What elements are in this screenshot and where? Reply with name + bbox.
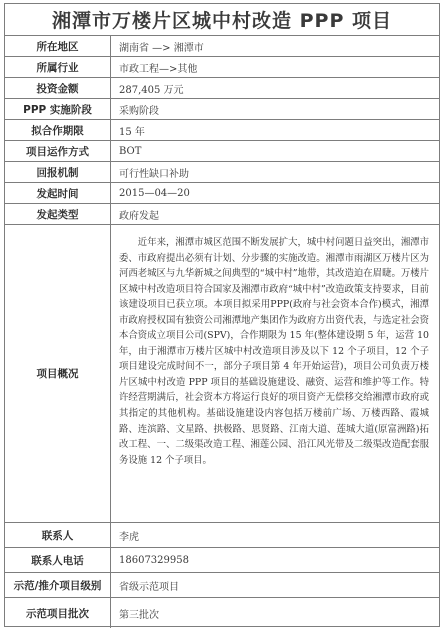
row-value: 15 年	[119, 126, 145, 138]
row-project-overview	[5, 225, 439, 523]
row-label: 所在地区	[5, 36, 111, 56]
row-value: 李虎	[119, 531, 139, 543]
row-value: 湖南省 —> 湘潭市	[119, 42, 204, 54]
row-label: 示范项目批次	[5, 598, 111, 628]
row-label: 投资金额	[5, 78, 111, 98]
row-investment	[5, 78, 439, 99]
row-label: 所属行业	[5, 57, 111, 77]
overview-text: 近年来，湘潭市城区范围不断发展扩大，城中村问题日益突出，湘潭市委、市政府提出必须有计划、分步骤的实施改造。湘潭市雨湖区万楼片区为河西老城区与九华新城之间典型的“城中村”地带，其改造迫在眉睫。万楼片区城中村改造项目符合国家及湘潭市政府“城中村”改造政策支持要求，目前该建设项目已获立项。本项目拟采用PPP(政府与社会资本合作)模式，湘潭市政府授权国有独资公司湘潭地产集团作为政府方出资代表，与选定社会资本合资成立项目公司(SPV)，合作期限为 15 年(整体建设期 5 年，运营 10 年，由于湘潭市万楼片区城中村改造项目涉及以下 12 个子项目，12 个子项目建设完成时间不一，部分子项目第 4 年开始运营)，项目公司负责万楼片区城中村改造 PPP 项目的基础设施建设、融资、运营和维护等工作。特许经营期满后，社会资本方将运行良好的项目资产无偿移交给湘潭市政府或其指定的其他机构。基础设施建设内容包括万楼前广场、万楼西路、霞城路、连滨路、文星路、拱极路、思贤路、江南大道、莲城大道(原富洲路)拓改工程、一、二级渠改造工程、湘莲公园、沿江风光带及二级渠改造配套服务设施 12 个子项目。	[119, 237, 429, 466]
row-return-mechanism	[5, 162, 439, 183]
row-demo-batch	[5, 598, 439, 628]
row-label: 示范/推介项目级别	[5, 573, 111, 597]
row-label: 项目概况	[5, 225, 111, 522]
row-value: 第三批次	[119, 609, 159, 621]
row-demo-level	[5, 573, 439, 598]
row-region	[5, 36, 439, 57]
row-contact-phone	[5, 548, 439, 573]
row-value: 2015—04—20	[119, 187, 190, 199]
row-value: 287,405 万元	[119, 84, 184, 96]
table-title: 湘潭市万楼片区城中村改造 PPP 项目	[5, 4, 439, 36]
row-value: BOT	[119, 145, 142, 157]
row-label: 联系人	[5, 523, 111, 547]
project-info-table	[4, 3, 440, 627]
row-initiation-type	[5, 204, 439, 225]
row-value: 18607329958	[119, 554, 189, 566]
row-label: 联系人电话	[5, 548, 111, 572]
row-cooperation-period	[5, 120, 439, 141]
row-industry	[5, 57, 439, 78]
row-label: PPP 实施阶段	[5, 99, 111, 119]
row-value: 市政工程—>其他	[119, 63, 198, 75]
row-operation-mode	[5, 141, 439, 162]
row-contact	[5, 523, 439, 548]
row-label: 项目运作方式	[5, 141, 111, 161]
row-label: 回报机制	[5, 162, 111, 182]
row-value: 采购阶段	[119, 105, 159, 117]
row-value: 省级示范项目	[119, 581, 179, 593]
row-value: 可行性缺口补助	[119, 168, 189, 180]
row-ppp-stage	[5, 99, 439, 120]
row-initiation-date	[5, 183, 439, 204]
row-value: 政府发起	[119, 210, 159, 222]
row-label: 拟合作期限	[5, 120, 111, 140]
row-label: 发起类型	[5, 204, 111, 224]
row-label: 发起时间	[5, 183, 111, 203]
